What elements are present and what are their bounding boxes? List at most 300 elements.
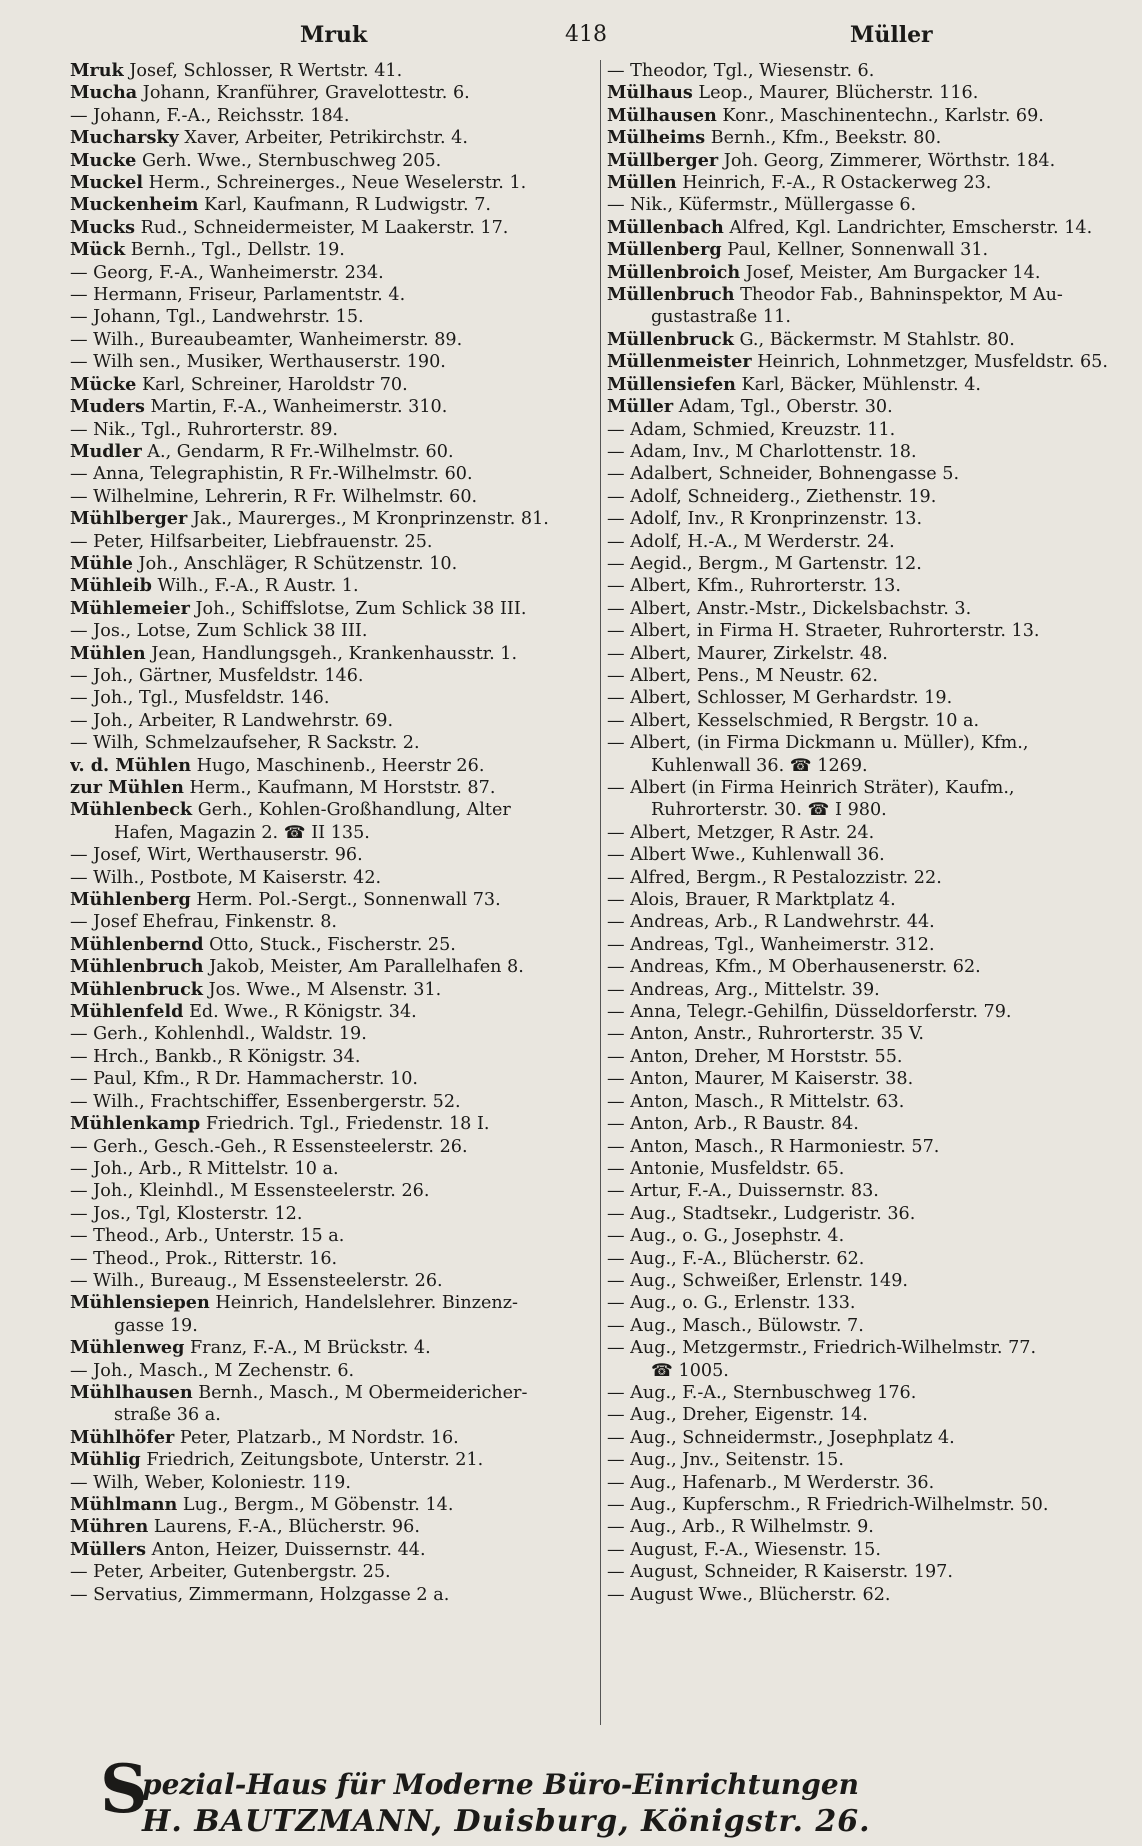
directory-entry bbox=[607, 329, 1127, 351]
directory-entry bbox=[607, 643, 1127, 665]
directory-entry bbox=[70, 889, 570, 911]
directory-entry bbox=[607, 822, 1127, 844]
entry-details: ☎ 1005. bbox=[651, 1360, 729, 1381]
directory-entry bbox=[70, 1449, 570, 1471]
directory-entry bbox=[70, 1584, 570, 1606]
entry-details: — Anton, Arb., R Baustr. 84. bbox=[607, 1114, 859, 1135]
entry-details: — Albert, Schlosser, M Gerhardstr. 19. bbox=[607, 688, 953, 709]
entry-surname: Mühleib bbox=[70, 575, 152, 597]
entry-surname: Müllenmeister bbox=[607, 351, 752, 373]
directory-entry bbox=[70, 934, 570, 956]
directory-entry bbox=[607, 1337, 1127, 1359]
entry-surname: Mühren bbox=[70, 1516, 149, 1538]
entry-details: Lug., Bergm., M Göbenstr. 14. bbox=[177, 1495, 454, 1515]
entry-surname: Müllberger bbox=[607, 149, 719, 171]
directory-entry bbox=[607, 1068, 1127, 1090]
directory-entry bbox=[70, 620, 570, 642]
entry-details: — Johann, Tgl., Landwehrstr. 15. bbox=[70, 307, 364, 328]
directory-entry bbox=[607, 755, 1127, 777]
directory-entry bbox=[70, 1091, 570, 1113]
directory-entry bbox=[607, 1292, 1127, 1314]
entry-details: — Albert, Metzger, R Astr. 24. bbox=[607, 822, 875, 843]
directory-entry bbox=[70, 1382, 570, 1404]
entry-details: Jos. Wwe., M Alsenstr. 31. bbox=[203, 979, 442, 1000]
directory-entry bbox=[70, 194, 570, 216]
directory-entry bbox=[70, 1292, 570, 1314]
directory-entry bbox=[607, 105, 1127, 127]
directory-entry bbox=[607, 575, 1127, 597]
entry-details: Jak., Maurerges., M Kronprinzenstr. 81. bbox=[187, 509, 549, 530]
entry-details: — Wilh sen., Musiker, Werthauserstr. 190. bbox=[70, 352, 446, 373]
entry-details: — Aug., F.-A., Blücherstr. 62. bbox=[607, 1248, 865, 1269]
entry-details: — Joh., Tgl., Musfeldstr. 146. bbox=[70, 688, 330, 709]
directory-entry bbox=[70, 419, 570, 441]
entry-details: — Albert, Kfm., Ruhrorterstr. 13. bbox=[607, 576, 901, 597]
entry-surname: Mühlhöfer bbox=[70, 1426, 175, 1448]
directory-entry bbox=[607, 889, 1127, 911]
entry-details: — Joh., Arb., R Mittelstr. 10 a. bbox=[70, 1158, 339, 1179]
entry-details: — Hermann, Friseur, Parlamentstr. 4. bbox=[70, 285, 406, 306]
entry-details: Hafen, Magazin 2. ☎ II 135. bbox=[114, 822, 370, 843]
entry-details: Ruhrorterstr. 30. ☎ I 980. bbox=[651, 800, 887, 821]
entry-details: Friedrich. Tgl., Friedenstr. 18 I. bbox=[200, 1114, 490, 1135]
entry-details: — Jos., Lotse, Zum Schlick 38 III. bbox=[70, 621, 368, 642]
directory-entry bbox=[607, 1225, 1127, 1247]
directory-entry bbox=[70, 710, 570, 732]
entry-details: Karl, Kaufmann, R Ludwigstr. 7. bbox=[198, 195, 492, 216]
directory-entry bbox=[70, 1180, 570, 1202]
entry-details: — August Wwe., Blücherstr. 62. bbox=[607, 1584, 891, 1605]
directory-entry bbox=[70, 598, 570, 620]
entry-surname: Mühlemeier bbox=[70, 597, 190, 619]
entry-details: — Anton, Masch., R Mittelstr. 63. bbox=[607, 1091, 905, 1112]
directory-entry bbox=[70, 1023, 570, 1045]
directory-entry bbox=[607, 1136, 1127, 1158]
directory-entry bbox=[70, 1539, 570, 1561]
entry-surname: Mühlmann bbox=[70, 1494, 178, 1515]
entry-details: — Anton, Masch., R Harmoniestr. 57. bbox=[607, 1136, 940, 1157]
entry-details: — Anton, Maurer, M Kaiserstr. 38. bbox=[607, 1069, 914, 1090]
directory-entry bbox=[70, 575, 570, 597]
entry-surname: v. d. Mühlen bbox=[70, 754, 191, 776]
entry-details: Konr., Maschinentechn., Karlstr. 69. bbox=[716, 105, 1044, 126]
entry-details: gustastraße 11. bbox=[651, 307, 791, 328]
entry-details: — Wilhelmine, Lehrerin, R Fr. Wilhelmstr. 60. bbox=[70, 486, 478, 507]
entry-details: — Albert, Pens., M Neustr. 62. bbox=[607, 665, 878, 686]
entry-details: — Wilh., Postbote, M Kaiserstr. 42. bbox=[70, 867, 382, 888]
entry-details: A., Gendarm, R Fr.-Wilhelmstr. 60. bbox=[141, 441, 454, 462]
entry-details: — Andreas, Arg., Mittelstr. 39. bbox=[607, 979, 880, 1000]
directory-entry bbox=[607, 934, 1127, 956]
entry-surname: Mühlenbruch bbox=[70, 956, 204, 978]
entry-details: — Albert, Maurer, Zirkelstr. 48. bbox=[607, 643, 888, 664]
directory-entry bbox=[70, 1516, 570, 1538]
directory-entry bbox=[70, 284, 570, 306]
directory-entry bbox=[607, 620, 1127, 642]
entry-details: — Aug., Jnv., Seitenstr. 15. bbox=[607, 1450, 844, 1471]
directory-entry bbox=[70, 1225, 570, 1247]
directory-entry bbox=[70, 239, 570, 261]
directory-entry bbox=[607, 239, 1127, 261]
directory-entry bbox=[607, 1539, 1127, 1561]
directory-entry bbox=[70, 262, 570, 284]
directory-entry bbox=[607, 1113, 1127, 1135]
directory-entry bbox=[607, 1091, 1127, 1113]
entry-details: — Peter, Hilfsarbeiter, Liebfrauenstr. 25. bbox=[70, 531, 433, 552]
entry-details: — Aug., Schweißer, Erlenstr. 149. bbox=[607, 1270, 908, 1291]
directory-entry bbox=[70, 643, 570, 665]
directory-entry bbox=[70, 1561, 570, 1583]
directory-entry bbox=[70, 1068, 570, 1090]
entry-details: Karl, Schreiner, Haroldstr 70. bbox=[136, 374, 408, 395]
directory-entry bbox=[70, 956, 570, 978]
entry-surname: Mülheims bbox=[607, 127, 706, 149]
directory-entry bbox=[607, 508, 1127, 530]
entry-surname: Mruk bbox=[70, 60, 124, 81]
entry-details: — Theod., Arb., Unterstr. 15 a. bbox=[70, 1226, 345, 1247]
directory-entry bbox=[607, 1561, 1127, 1583]
directory-entry bbox=[607, 844, 1127, 866]
directory-entry bbox=[70, 1360, 570, 1382]
entry-surname: Mucks bbox=[70, 216, 136, 238]
entry-details: Gerh., Kohlen-Großhandlung, Alter bbox=[192, 800, 511, 821]
entry-details: gasse 19. bbox=[114, 1315, 198, 1336]
entry-surname: Mühlen bbox=[70, 642, 146, 664]
directory-entry bbox=[70, 911, 570, 933]
directory-entry bbox=[70, 531, 570, 553]
entry-details: Joh. Georg, Zimmerer, Wörthstr. 184. bbox=[718, 150, 1056, 171]
entry-details: — Johann, F.-A., Reichsstr. 184. bbox=[70, 105, 350, 126]
directory-entry bbox=[70, 374, 570, 396]
entry-details: — Josef, Wirt, Werthauserstr. 96. bbox=[70, 845, 363, 866]
ad-initial: S bbox=[100, 1750, 148, 1828]
entry-details: Friedrich, Zeitungsbote, Unterstr. 21. bbox=[140, 1450, 484, 1471]
entry-details: — Aug., o. G., Josephstr. 4. bbox=[607, 1226, 845, 1247]
entry-surname: Müllers bbox=[70, 1538, 147, 1560]
directory-entry bbox=[607, 687, 1127, 709]
directory-entry bbox=[607, 127, 1127, 149]
entry-surname: Müller bbox=[607, 396, 674, 418]
directory-entry bbox=[70, 82, 570, 104]
entry-surname: Müllensiefen bbox=[607, 373, 736, 395]
entry-details: — Joh., Gärtner, Musfeldstr. 146. bbox=[70, 665, 364, 686]
entry-details: — Alfred, Bergm., R Pestalozzistr. 22. bbox=[607, 867, 942, 888]
entry-details: Heinrich, Handelslehrer. Binzenz- bbox=[209, 1293, 518, 1314]
entry-details: — Anna, Telegraphistin, R Fr.-Wilhelmstr. 60. bbox=[70, 464, 473, 485]
entry-details: — Servatius, Zimmermann, Holzgasse 2 a. bbox=[70, 1584, 450, 1605]
entry-details: Josef, Schlosser, R Wertstr. 41. bbox=[123, 61, 403, 81]
entry-details: — Anna, Telegr.-Gehilfin, Düsseldorferstr. 79. bbox=[607, 1002, 1012, 1023]
entry-details: Josef, Meister, Am Burgacker 14. bbox=[740, 262, 1041, 283]
entry-details: — Theod., Prok., Ritterstr. 16. bbox=[70, 1248, 338, 1269]
entry-details: — Joh., Masch., M Zechenstr. 6. bbox=[70, 1360, 355, 1381]
entry-details: — Wilh., Bureaubeamter, Wanheimerstr. 89. bbox=[70, 329, 463, 350]
entry-details: — Adolf, Inv., R Kronprinzenstr. 13. bbox=[607, 509, 923, 530]
directory-entry bbox=[607, 262, 1127, 284]
entry-surname: Müllenberg bbox=[607, 239, 722, 261]
directory-entry bbox=[70, 306, 570, 328]
directory-entry bbox=[70, 60, 570, 82]
directory-entry bbox=[70, 351, 570, 373]
entry-details: — Albert, Kesselschmied, R Bergstr. 10 a. bbox=[607, 710, 980, 731]
entry-details: — August, F.-A., Wiesenstr. 15. bbox=[607, 1539, 881, 1560]
entry-surname: Mück bbox=[70, 239, 126, 261]
entry-details: — Peter, Arbeiter, Gutenbergstr. 25. bbox=[70, 1562, 391, 1583]
directory-entry bbox=[70, 486, 570, 508]
directory-entry bbox=[607, 284, 1127, 306]
directory-entry bbox=[70, 1136, 570, 1158]
directory-entry bbox=[70, 1203, 570, 1225]
entry-details: — Alois, Brauer, R Marktplatz 4. bbox=[607, 890, 896, 911]
directory-entry bbox=[607, 1180, 1127, 1202]
entry-details: Johann, Kranführer, Gravelottestr. 6. bbox=[137, 83, 470, 104]
entry-surname: Müllenbruck bbox=[607, 328, 734, 350]
directory-entry bbox=[607, 486, 1127, 508]
directory-entry bbox=[607, 911, 1127, 933]
entry-details: — Artur, F.-A., Duissernstr. 83. bbox=[607, 1181, 879, 1202]
entry-surname: Muders bbox=[70, 396, 145, 418]
directory-entry bbox=[70, 172, 570, 194]
entry-surname: Mucha bbox=[70, 82, 138, 104]
entry-surname: Muckenheim bbox=[70, 194, 199, 216]
entry-details: Heinrich, Lohnmetzger, Musfeldstr. 65. bbox=[751, 352, 1108, 373]
directory-entry bbox=[70, 1494, 570, 1516]
directory-entry bbox=[70, 396, 570, 418]
directory-entry bbox=[70, 799, 570, 821]
entry-surname: Muckel bbox=[70, 172, 144, 194]
entry-details: Ed. Wwe., R Königstr. 34. bbox=[183, 1002, 417, 1023]
entry-details: — Paul, Kfm., R Dr. Hammacherstr. 10. bbox=[70, 1069, 419, 1090]
directory-entry bbox=[70, 1427, 570, 1449]
directory-entry bbox=[70, 844, 570, 866]
directory-entry bbox=[70, 508, 570, 530]
entry-surname: Mühlenbernd bbox=[70, 933, 204, 955]
directory-entry bbox=[607, 777, 1127, 799]
directory-entry bbox=[607, 799, 1127, 821]
entry-details: — Aug., Hafenarb., M Werderstr. 36. bbox=[607, 1472, 935, 1493]
entry-details: Kuhlenwall 36. ☎ 1269. bbox=[651, 755, 868, 776]
directory-entry bbox=[70, 217, 570, 239]
entry-details: Otto, Stuck., Fischerstr. 25. bbox=[203, 934, 456, 955]
entry-details: Martin, F.-A., Wanheimerstr. 310. bbox=[144, 397, 448, 418]
entry-surname: Müllenbruch bbox=[607, 284, 735, 306]
entry-surname: Mühlhausen bbox=[70, 1381, 193, 1403]
directory-entry bbox=[70, 1337, 570, 1359]
entry-details: — Nik., Küfermstr., Müllergasse 6. bbox=[607, 195, 917, 216]
entry-details: Jean, Handlungsgeh., Krankenhausstr. 1. bbox=[145, 643, 518, 664]
entry-details: — Aug., Dreher, Eigenstr. 14. bbox=[607, 1405, 868, 1426]
directory-entry bbox=[70, 732, 570, 754]
directory-entry bbox=[607, 553, 1127, 575]
directory-entry bbox=[70, 867, 570, 889]
directory-entry bbox=[607, 60, 1127, 82]
entry-details: Paul, Kellner, Sonnenwall 31. bbox=[721, 240, 989, 261]
directory-entry bbox=[70, 777, 570, 799]
entry-details: — Aug., Arb., R Wilhelmstr. 9. bbox=[607, 1517, 874, 1538]
entry-details: — Aug., Masch., Bülowstr. 7. bbox=[607, 1315, 864, 1336]
directory-entry bbox=[70, 1046, 570, 1068]
entry-surname: Mühlenbruck bbox=[70, 978, 203, 1000]
entry-details: Bernh., Masch., M Obermeidericher- bbox=[192, 1382, 528, 1403]
directory-entry bbox=[607, 1158, 1127, 1180]
directory-entry bbox=[607, 1494, 1127, 1516]
entry-surname: Mülhausen bbox=[607, 104, 717, 126]
entry-details: Joh., Schiffslotse, Zum Schlick 38 III. bbox=[189, 598, 527, 619]
entry-details: — Antonie, Musfeldstr. 65. bbox=[607, 1158, 845, 1179]
directory-entry bbox=[70, 1248, 570, 1270]
entry-details: — Anton, Anstr., Ruhrorterstr. 35 V. bbox=[607, 1024, 924, 1045]
entry-details: — Nik., Tgl., Ruhrorterstr. 89. bbox=[70, 419, 339, 440]
ad-line-2: H. BAUTZMANN, Duisburg, Königstr. 26. bbox=[142, 1804, 871, 1839]
entry-details: Heinrich, F.-A., R Ostackerweg 23. bbox=[676, 173, 992, 194]
entry-details: — Georg, F.-A., Wanheimerstr. 234. bbox=[70, 262, 384, 283]
entry-details: — Jos., Tgl, Klosterstr. 12. bbox=[70, 1203, 303, 1224]
entry-surname: Mücke bbox=[70, 373, 137, 395]
entry-details: — Gerh., Gesch.-Geh., R Essensteelerstr. 26. bbox=[70, 1136, 468, 1157]
directory-entry bbox=[70, 1315, 570, 1337]
directory-entry bbox=[607, 1584, 1127, 1606]
directory-entry bbox=[70, 687, 570, 709]
entry-details: — Albert, (in Firma Dickmann u. Müller), Kfm., bbox=[607, 733, 1029, 754]
entry-details: Karl, Bäcker, Mühlenstr. 4. bbox=[735, 374, 982, 395]
directory-entry bbox=[607, 1360, 1127, 1382]
entry-details: Wilh., F.-A., R Austr. 1. bbox=[151, 576, 359, 597]
entry-details: Anton, Heizer, Duissernstr. 44. bbox=[146, 1539, 426, 1560]
entry-details: Theodor Fab., Bahninspektor, M Au- bbox=[734, 285, 1063, 306]
entry-details: — Wilh., Frachtschiffer, Essenbergerstr. 52. bbox=[70, 1091, 461, 1112]
directory-entry bbox=[607, 1001, 1127, 1023]
entry-details: — Adolf, Schneiderg., Ziethenstr. 19. bbox=[607, 486, 937, 507]
directory-entry bbox=[607, 441, 1127, 463]
entry-surname: Mühle bbox=[70, 552, 133, 574]
entry-surname: Mühlenbeck bbox=[70, 799, 193, 821]
right-column bbox=[600, 60, 1127, 1725]
directory-entry bbox=[70, 105, 570, 127]
directory-entry bbox=[607, 463, 1127, 485]
entry-details: Leop., Maurer, Blücherstr. 116. bbox=[692, 83, 979, 104]
entry-surname: Müllen bbox=[607, 172, 677, 194]
directory-entry bbox=[607, 1404, 1127, 1426]
directory-entry bbox=[607, 1248, 1127, 1270]
entry-details: — Aug., o. G., Erlenstr. 133. bbox=[607, 1293, 856, 1314]
ad-line-1: pezial-Haus für Moderne Büro-Einrichtungen bbox=[142, 1768, 860, 1801]
directory-entry bbox=[70, 1158, 570, 1180]
entry-details: — Josef Ehefrau, Finkenstr. 8. bbox=[70, 912, 338, 933]
entry-surname: Mühlenweg bbox=[70, 1337, 185, 1359]
directory-entry bbox=[70, 150, 570, 172]
directory-entry bbox=[607, 1270, 1127, 1292]
running-header-right: Müller bbox=[850, 22, 933, 48]
directory-entry bbox=[607, 665, 1127, 687]
entry-surname: Mucke bbox=[70, 149, 137, 171]
entry-details: — Theodor, Tgl., Wiesenstr. 6. bbox=[607, 61, 875, 81]
entry-details: — Albert (in Firma Heinrich Sträter), Kaufm., bbox=[607, 778, 1015, 798]
entry-details: — August, Schneider, R Kaiserstr. 197. bbox=[607, 1562, 953, 1583]
directory-entry bbox=[607, 710, 1127, 732]
entry-details: — Wilh, Weber, Koloniestr. 119. bbox=[70, 1472, 351, 1493]
entry-details: — Aug., Kupferschm., R Friedrich-Wilhelmstr. 50. bbox=[607, 1495, 1049, 1515]
entry-surname: Mühlenfeld bbox=[70, 1001, 184, 1023]
entry-details: — Hrch., Bankb., R Königstr. 34. bbox=[70, 1046, 361, 1067]
entry-details: Herm. Pol.-Sergt., Sonnenwall 73. bbox=[190, 890, 501, 911]
directory-entry bbox=[70, 329, 570, 351]
entry-details: Xaver, Arbeiter, Petrikirchstr. 4. bbox=[178, 128, 468, 149]
entry-surname: Mühlensiepen bbox=[70, 1292, 210, 1314]
entry-details: — Albert, in Firma H. Straeter, Ruhrorterstr. 13. bbox=[607, 621, 1040, 642]
entry-details: Jakob, Meister, Am Parallelhafen 8. bbox=[203, 957, 524, 978]
entry-details: — Adam, Schmied, Kreuzstr. 11. bbox=[607, 419, 896, 440]
directory-entry bbox=[607, 1516, 1127, 1538]
entry-details: Franz, F.-A., M Brückstr. 4. bbox=[184, 1338, 431, 1359]
entry-details: — Andreas, Tgl., Wanheimerstr. 312. bbox=[607, 934, 935, 955]
directory-entry bbox=[607, 1046, 1127, 1068]
directory-entry bbox=[70, 441, 570, 463]
entry-surname: Mühlberger bbox=[70, 508, 188, 530]
entry-details: — Aug., Schneidermstr., Josephplatz 4. bbox=[607, 1427, 955, 1448]
directory-entry bbox=[607, 217, 1127, 239]
entry-details: — Albert Wwe., Kuhlenwall 36. bbox=[607, 845, 885, 866]
directory-entry bbox=[607, 82, 1127, 104]
directory-entry bbox=[70, 463, 570, 485]
directory-entry bbox=[70, 1270, 570, 1292]
directory-entry bbox=[607, 732, 1127, 754]
entry-surname: Mudler bbox=[70, 440, 142, 462]
directory-entry bbox=[607, 419, 1127, 441]
entry-surname: zur Mühlen bbox=[70, 777, 184, 798]
entry-surname: Mucharsky bbox=[70, 127, 179, 149]
entry-details: — Aug., Stadtsekr., Ludgeristr. 36. bbox=[607, 1203, 916, 1224]
directory-entry bbox=[70, 1404, 570, 1426]
entry-details: — Aug., Metzgermstr., Friedrich-Wilhelmstr. 77. bbox=[607, 1338, 1037, 1359]
entry-details: Rud., Schneidermeister, M Laakerstr. 17. bbox=[135, 217, 509, 238]
directory-entry bbox=[70, 1472, 570, 1494]
entry-surname: Müllenbroich bbox=[607, 261, 741, 283]
entry-details: — Wilh, Schmelzaufseher, R Sackstr. 2. bbox=[70, 733, 420, 754]
directory-entry bbox=[607, 1472, 1127, 1494]
entry-surname: Mühlenberg bbox=[70, 889, 191, 911]
directory-entry bbox=[607, 1449, 1127, 1471]
entry-details: — Wilh., Bureaug., M Essensteelerstr. 26. bbox=[70, 1270, 443, 1291]
entry-details: Bernh., Kfm., Beekstr. 80. bbox=[705, 128, 942, 149]
entry-details: — Andreas, Arb., R Landwehrstr. 44. bbox=[607, 912, 935, 933]
directory-entry bbox=[607, 531, 1127, 553]
entry-details: — Joh., Arbeiter, R Landwehrstr. 69. bbox=[70, 710, 394, 731]
entry-details: Herm., Schreinerges., Neue Weselerstr. 1. bbox=[143, 173, 527, 194]
directory-entry bbox=[607, 598, 1127, 620]
directory-entry bbox=[607, 1315, 1127, 1337]
directory-entry bbox=[607, 1382, 1127, 1404]
entry-details: — Albert, Anstr.-Mstr., Dickelsbachstr. 3. bbox=[607, 598, 972, 619]
entry-details: Bernh., Tgl., Dellstr. 19. bbox=[125, 240, 345, 261]
directory-entry bbox=[607, 956, 1127, 978]
entry-details: — Aegid., Bergm., M Gartenstr. 12. bbox=[607, 553, 922, 574]
directory-entry bbox=[70, 755, 570, 777]
directory-entry bbox=[607, 374, 1127, 396]
directory-entry bbox=[607, 306, 1127, 328]
directory-entry bbox=[70, 822, 570, 844]
entry-details: — Andreas, Kfm., M Oberhausenerstr. 62. bbox=[607, 957, 981, 978]
entry-details: — Adolf, H.-A., M Werderstr. 24. bbox=[607, 531, 895, 552]
directory-entry bbox=[70, 979, 570, 1001]
entry-details: straße 36 a. bbox=[114, 1405, 221, 1426]
entry-details: — Aug., F.-A., Sternbuschweg 176. bbox=[607, 1382, 917, 1403]
entry-details: Adam, Tgl., Oberstr. 30. bbox=[673, 397, 893, 418]
entry-surname: Mühlig bbox=[70, 1449, 141, 1471]
entry-details: Alfred, Kgl. Landrichter, Emscherstr. 14. bbox=[723, 217, 1093, 238]
entry-surname: Mülhaus bbox=[607, 82, 693, 104]
directory-entry bbox=[607, 1023, 1127, 1045]
entry-surname: Mühlenkamp bbox=[70, 1113, 201, 1135]
